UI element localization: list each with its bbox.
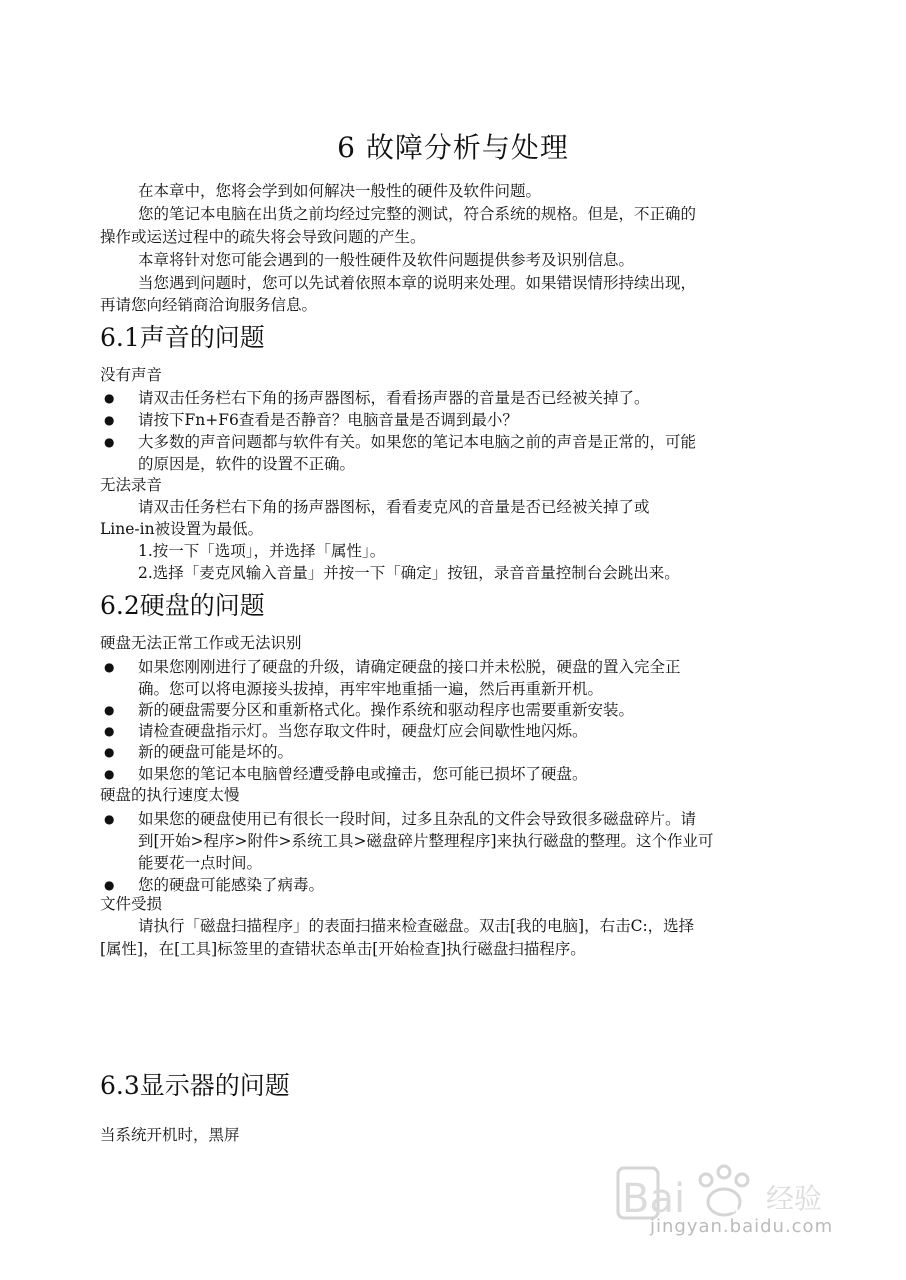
bullet: ●: [104, 703, 115, 717]
no-sound-item-2: 请按下Fn+F6查看是否静音？电脑音量是否调到最小？: [138, 411, 518, 429]
chapter-title: 6 故障分析与处理: [337, 131, 569, 164]
intro-line-3: 操作或运送过程中的疏失将会导致问题的产生。: [100, 228, 426, 246]
damaged-line-1: 请执行「磁盘扫描程序」的表面扫描来检查磁盘。双击[我的电脑]，右击C:，选择: [138, 917, 695, 935]
svg-text:Bai: Bai: [622, 1176, 686, 1222]
subheading-slow: 硬盘的执行速度太慢: [100, 786, 240, 804]
no-record-step-1: 1.按一下「选项」，并选择「属性」。: [138, 542, 386, 560]
bullet: ●: [104, 435, 115, 449]
not-working-item-1: 如果您刚刚进行了硬盘的升级，请确定硬盘的接口并未松脱，硬盘的置入完全正: [138, 658, 681, 676]
subheading-not-working: 硬盘无法正常工作或无法识别: [100, 634, 302, 652]
bullet: ●: [104, 745, 115, 759]
slow-item-1: 如果您的硬盘使用已有很长一段时间，过多且杂乱的文件会导致很多磁盘碎片。请: [138, 810, 697, 828]
subheading-damaged: 文件受损: [100, 895, 163, 913]
subheading-no-record: 无法录音: [100, 476, 163, 494]
bullet: ●: [104, 391, 115, 405]
svg-text:经验: 经验: [766, 1182, 823, 1215]
no-sound-item-3: 大多数的声音问题都与软件有关。如果您的笔记本电脑之前的声音是正常的，可能: [138, 433, 697, 451]
not-working-item-1-cont: 确。您可以将电源接头拔掉，再牢牢地重插一遍，然后再重新开机。: [138, 680, 604, 698]
intro-line-2: 您的笔记本电脑在出货之前均经过完整的测试，符合系统的规格。但是，不正确的: [138, 205, 697, 223]
no-record-line-2: Line-in被设置为最低。: [100, 520, 264, 538]
section-heading-6-2: 6.2硬盘的问题: [100, 591, 265, 620]
bullet: ●: [104, 878, 115, 892]
svg-text:du: du: [714, 1193, 740, 1217]
no-sound-item-3-cont: 的原因是，软件的设置不正确。: [138, 455, 356, 473]
not-working-item-5: 如果您的笔记本电脑曾经遭受静电或撞击，您可能已损坏了硬盘。: [138, 765, 588, 783]
damaged-line-2: [属性]，在[工具]标签里的查错状态单击[开始检查]执行磁盘扫描程序。: [100, 940, 586, 958]
section-heading-6-3: 6.3显示器的问题: [100, 1071, 290, 1100]
watermark-url: jingyan.baidu.com: [650, 1216, 834, 1237]
no-record-step-2: 2.选择「麦克风输入音量」并按一下「确定」按钮，录音音量控制台会跳出来。: [138, 564, 680, 582]
slow-item-1-cont: 到[开始>程序>附件>系统工具>磁盘碎片整理程序]来执行磁盘的整理。这个作业可: [138, 832, 714, 850]
intro-line-1: 在本章中，您将会学到如何解决一般性的硬件及软件问题。: [138, 182, 542, 200]
bullet: ●: [104, 660, 115, 674]
no-sound-item-1: 请双击任务栏右下角的扬声器图标，看看扬声器的音量是否已经被关掉了。: [138, 389, 650, 407]
not-working-item-4: 新的硬盘可能是坏的。: [138, 743, 294, 761]
slow-item-2: 您的硬盘可能感染了病毒。: [138, 876, 325, 894]
intro-line-6: 再请您向经销商洽询服务信息。: [100, 296, 318, 314]
not-working-item-3: 请检查硬盘指示灯。当您存取文件时，硬盘灯应会间歇性地闪烁。: [138, 722, 588, 740]
intro-line-4: 本章将针对您可能会遇到的一般性硬件及软件问题提供参考及识别信息。: [138, 251, 635, 269]
no-record-line-1: 请双击任务栏右下角的扬声器图标，看看麦克风的音量是否已经被关掉了或: [138, 498, 650, 516]
subheading-black-screen: 当系统开机时，黑屏: [100, 1126, 240, 1144]
bullet: ●: [104, 724, 115, 738]
section-heading-6-1: 6.1声音的问题: [100, 323, 265, 352]
not-working-item-2: 新的硬盘需要分区和重新格式化。操作系统和驱动程序也需要重新安装。: [138, 701, 635, 719]
slow-item-1-cont2: 能要花一点时间。: [138, 854, 263, 872]
bullet: ●: [104, 767, 115, 781]
intro-line-5: 当您遇到问题时，您可以先试着依照本章的说明来处理。如果错误情形持续出现，: [138, 274, 697, 292]
subheading-no-sound: 没有声音: [100, 366, 163, 384]
bullet: ●: [104, 413, 115, 427]
bullet: ●: [104, 812, 115, 826]
